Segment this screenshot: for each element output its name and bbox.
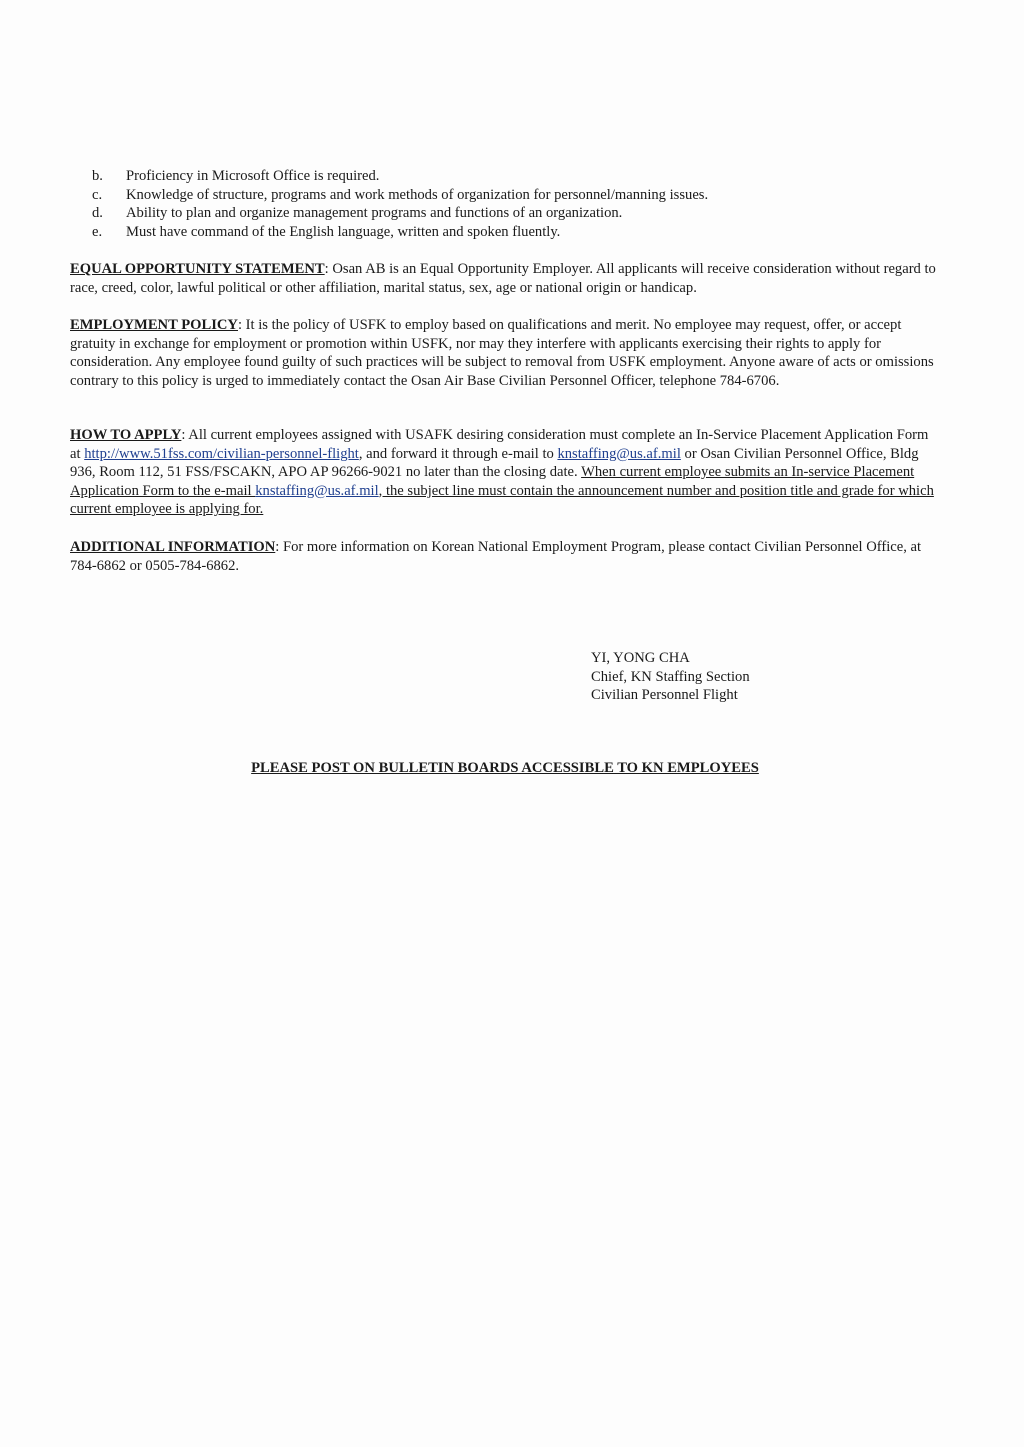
posting-notice — [0, 760, 1010, 777]
additional-information-section — [70, 538, 940, 575]
list-letter: c. — [92, 186, 103, 203]
signer-title: Chief, KN Staffing Section — [591, 668, 750, 685]
list-letter: d. — [92, 205, 103, 222]
additional-information-body: : For more information on Korean National Employment Program, please contact Civilian Personnel Office, at 784-6862 or 0505-784-6862. — [70, 539, 922, 574]
submission-instructions: When current employee submits an In-service Placement Application Form to the e-mail — [70, 464, 915, 499]
how-to-apply-heading: HOW TO APPLY — [70, 427, 182, 443]
additional-information-heading: ADDITIONAL INFORMATION — [70, 539, 276, 555]
list-item — [92, 204, 952, 223]
signature-block — [591, 649, 750, 705]
how-to-apply-text: : All current employees assigned with USAFK desiring consideration must complete an In-Service Placement Application Form at — [70, 427, 929, 462]
signer-name: YI, YONG CHA — [591, 650, 690, 666]
how-to-apply-text: , and forward it through e-mail to — [358, 445, 558, 462]
signer-office: Civilian Personnel Flight — [591, 687, 738, 704]
employment-policy-section — [70, 316, 940, 390]
equal-opportunity-section — [70, 260, 940, 297]
requirements-list — [92, 167, 952, 241]
submission-instructions-end: , the subject line must contain the announcement number and position title and grade for which current employee is applying for. — [70, 482, 934, 518]
list-letter: b. — [92, 168, 103, 184]
equal-opportunity-heading: EQUAL OPPORTUNITY STATEMENT — [70, 261, 325, 277]
staffing-email-link-2[interactable]: knstaffing@us.af.mil — [255, 482, 379, 499]
how-to-apply-section — [70, 426, 940, 519]
list-text: Proficiency in Microsoft Office is required. — [126, 168, 380, 184]
list-text: Ability to plan and organize management programs and functions of an organization. — [126, 205, 623, 222]
list-item — [92, 167, 952, 186]
application-form-link[interactable]: http://www.51fss.com/civilian-personnel-flight — [84, 445, 359, 462]
posting-notice-text: PLEASE POST ON BULLETIN BOARDS ACCESSIBLE TO KN EMPLOYEES — [251, 760, 759, 776]
how-to-apply-text: or Osan Civilian Personnel Office, Bldg 936, Room 112, 51 FSS/FSCAKN, APO AP 96266-9021 no later than the closing date. — [70, 445, 919, 481]
staffing-email-link[interactable]: knstaffing@us.af.mil — [557, 445, 681, 462]
equal-opportunity-body: : Osan AB is an Equal Opportunity Employer. All applicants will receive consideration without regard to race, creed, color, lawful political or other affiliation, marital status, sex, age or national origin or handicap. — [70, 261, 936, 296]
list-item — [92, 186, 952, 205]
list-letter: e. — [92, 223, 103, 240]
list-item — [92, 223, 952, 242]
list-text: Must have command of the English language, written and spoken fluently. — [126, 223, 561, 240]
list-text: Knowledge of structure, programs and work methods of organization for personnel/manning issues. — [126, 186, 709, 203]
employment-policy-heading: EMPLOYMENT POLICY — [70, 317, 238, 333]
employment-policy-body: : It is the policy of USFK to employ based on qualifications and merit. No employee may request, offer, or accept gratuity in exchange for employment or promotion within USFK, nor may they interfere with applicants exercising their rights to apply for consideration. Any employee found guilty of such practices will be subject to removal from USFK employment. Anyone aware of acts or omissions contrary to this policy is urged to immediately contact the Osan Air Base Civilian Personnel Officer, telephone 784-6706. — [70, 317, 934, 389]
